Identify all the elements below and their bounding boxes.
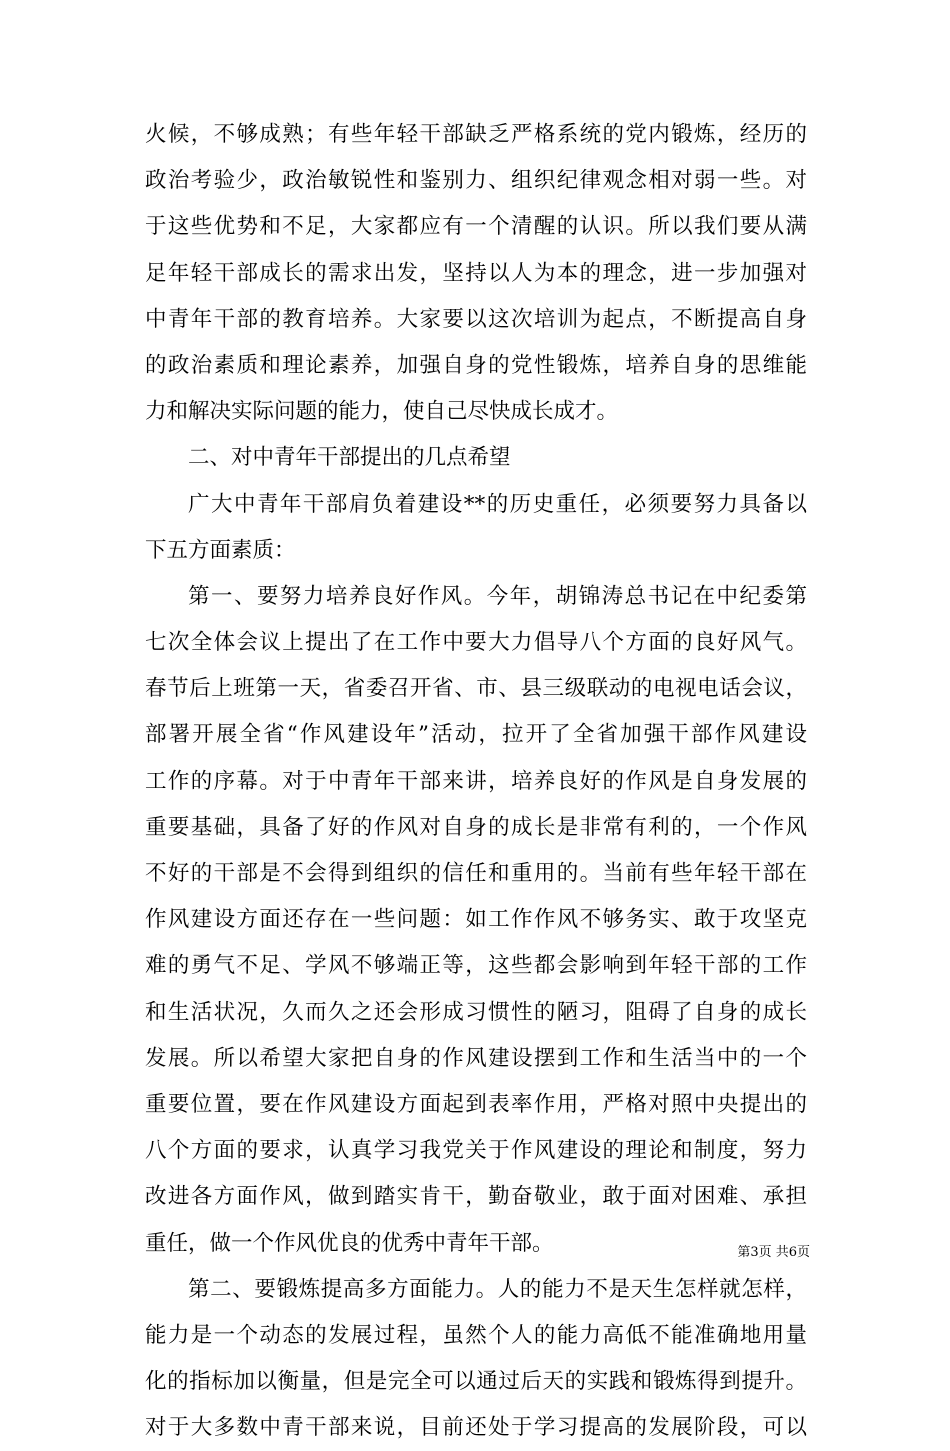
text-line: 第一、要努力培养良好作风。今年，胡锦涛总书记在中纪委第: [188, 583, 807, 609]
text-line: 广大中青年干部肩负着建设**的历史重任，必须要努力具备以: [188, 491, 807, 517]
text-line: 重要位置，要在作风建设方面起到表率作用，严格对照中央提出的: [145, 1091, 807, 1117]
text-line: 八个方面的要求，认真学习我党关于作风建设的理论和制度，努力: [145, 1138, 807, 1164]
text-line: 力和解决实际问题的能力，使自己尽快成长成才。: [145, 399, 619, 425]
text-line: 第二、要锻炼提高多方面能力。人的能力不是天生怎样就怎样，: [188, 1276, 807, 1302]
page-number: 第3页 共6页: [737, 1245, 810, 1260]
text-line: 七次全体会议上提出了在工作中要大力倡导八个方面的良好风气。: [145, 630, 807, 656]
text-line: 下五方面素质：: [145, 537, 296, 563]
text-line: 和生活状况，久而久之还会形成习惯性的陋习，阻碍了自身的成长: [145, 999, 807, 1025]
text-line: 中青年干部的教育培养。大家要以这次培训为起点，不断提高自身: [145, 306, 807, 332]
text-line: 对于大多数中青干部来说，目前还处于学习提高的发展阶段，可以: [145, 1415, 807, 1441]
text-line: 化的指标加以衡量，但是完全可以通过后天的实践和锻炼得到提升。: [145, 1369, 807, 1395]
text-line: 部署开展全省“作风建设年”活动，拉开了全省加强干部作风建设: [145, 722, 807, 748]
text-line: 作风建设方面还存在一些问题：如工作作风不够务实、敢于攻坚克: [145, 907, 807, 933]
text-line: 难的勇气不足、学风不够端正等，这些都会影响到年轻干部的工作: [145, 953, 807, 979]
text-line: 火候，不够成熟；有些年轻干部缺乏严格系统的党内锻炼，经历的: [145, 122, 807, 147]
text-line: 于这些优势和不足，大家都应有一个清醒的认识。所以我们要从满: [145, 214, 807, 240]
text-line: 不好的干部是不会得到组织的信任和重用的。当前有些年轻干部在: [145, 861, 807, 886]
text-line: 重任，做一个作风优良的优秀中青年干部。: [145, 1230, 554, 1256]
text-line: 工作的序幕。对于中青年干部来讲，培养良好的作风是自身发展的: [145, 768, 807, 794]
text-line: 足年轻干部成长的需求出发，坚持以人为本的理念，进一步加强对: [145, 260, 807, 286]
text-line: 发展。所以希望大家把自身的作风建设摆到工作和生活当中的一个: [145, 1045, 807, 1071]
text-line: 春节后上班第一天，省委召开省、市、县三级联动的电视电话会议，: [145, 676, 807, 702]
text-line: 的政治素质和理论素养，加强自身的党性锻炼，培养自身的思维能: [145, 352, 807, 378]
text-line: 政治考验少，政治敏锐性和鉴别力、组织纪律观念相对弱一些。对: [145, 168, 807, 194]
text-line: 重要基础，具备了好的作风对自身的成长是非常有利的，一个作风: [145, 814, 807, 840]
text-line: 二、对中青年干部提出的几点希望: [188, 445, 511, 471]
text-line: 改进各方面作风，做到踏实肯干，勤奋敬业，敢于面对困难、承担: [145, 1184, 807, 1210]
text-line: 能力是一个动态的发展过程，虽然个人的能力高低不能准确地用量: [145, 1322, 807, 1348]
